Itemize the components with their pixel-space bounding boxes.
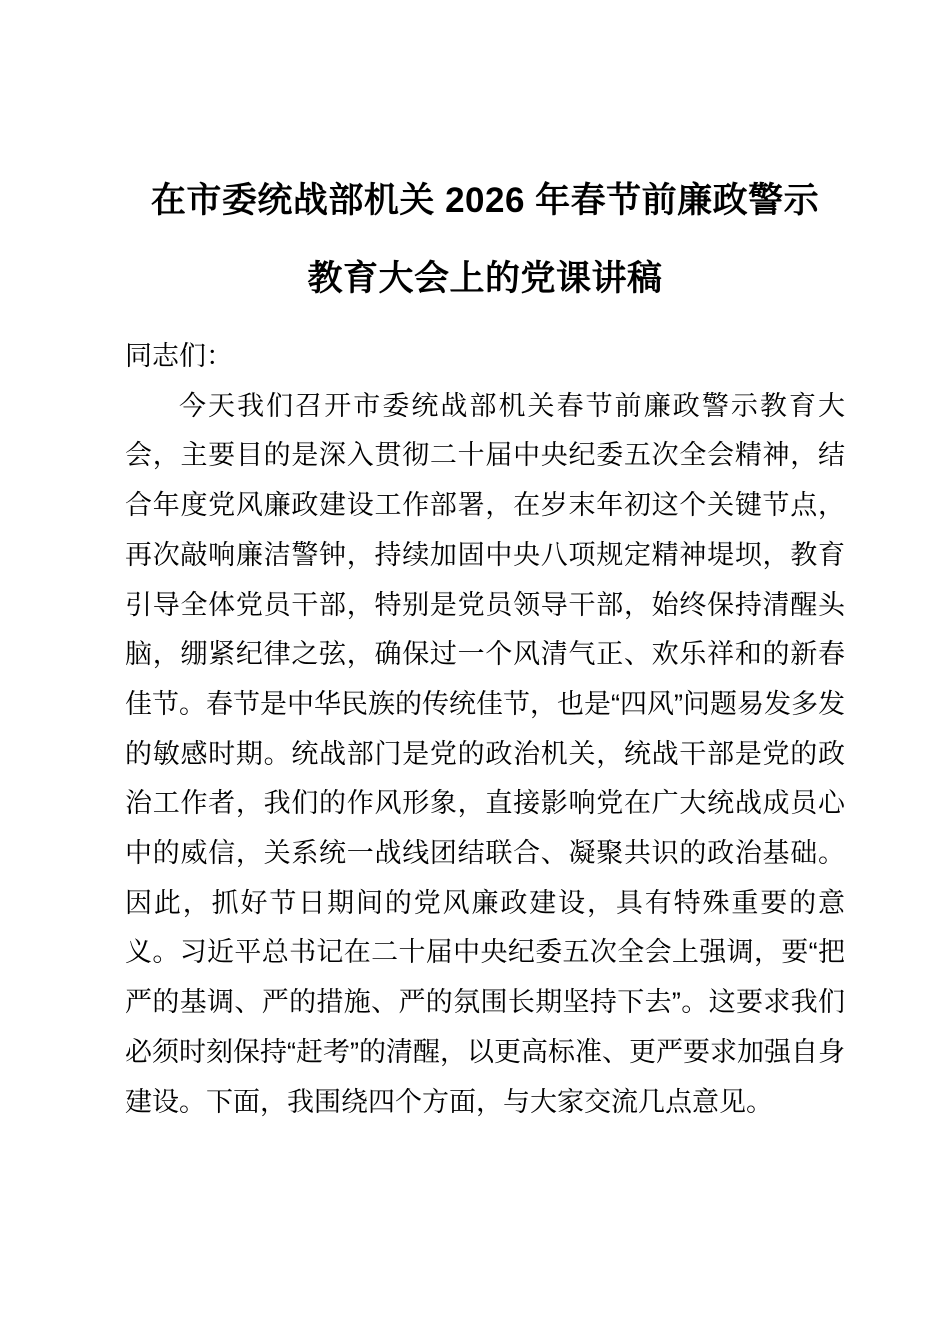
salutation: 同志们： [125, 341, 233, 371]
document-title [125, 162, 845, 318]
document-title-line-2: 教育大会上的党课讲稿 [307, 259, 663, 298]
body-paragraph: 今天我们召开市委统战部机关春节前廉政警示教育大会，主要目的是深入贯彻二十届中央纪委五次全会精神，结合年度党风廉政建设工作部署，在岁末年初这个关键节点，再次敲响廉洁警钟，持续加固中央八项规定精神堤坝，教育引导全体党员干部，特别是党员领导干部，始终保持清醒头脑，绷紧纪律之弦，确保过一个风清气正、欢乐祥和的新春佳节。春节是中华民族的传统佳节，也是“四风”问题易发多发的敏感时期。统战部门是党的政治机关，统战干部是党的政治工作者，我们的作风形象，直接影响党在广大统战成员心中的威信，关系统一战线团结联合、凝聚共识的政治基础。因此，抓好节日期间的党风廉政建设，具有特殊重要的意义。习近平总书记在二十届中央纪委五次全会上强调，要“把严的基调、严的措施、严的氛围长期坚持下去”。这要求我们必须时刻保持“赶考”的清醒，以更高标准、更严要求加强自身建设。下面，我围绕四个方面，与大家交流几点意见。 [125, 390, 845, 1117]
document-title-line-1: 在市委统战部机关 2026 年春节前廉政警示 [150, 181, 820, 220]
document-body [125, 332, 845, 1127]
